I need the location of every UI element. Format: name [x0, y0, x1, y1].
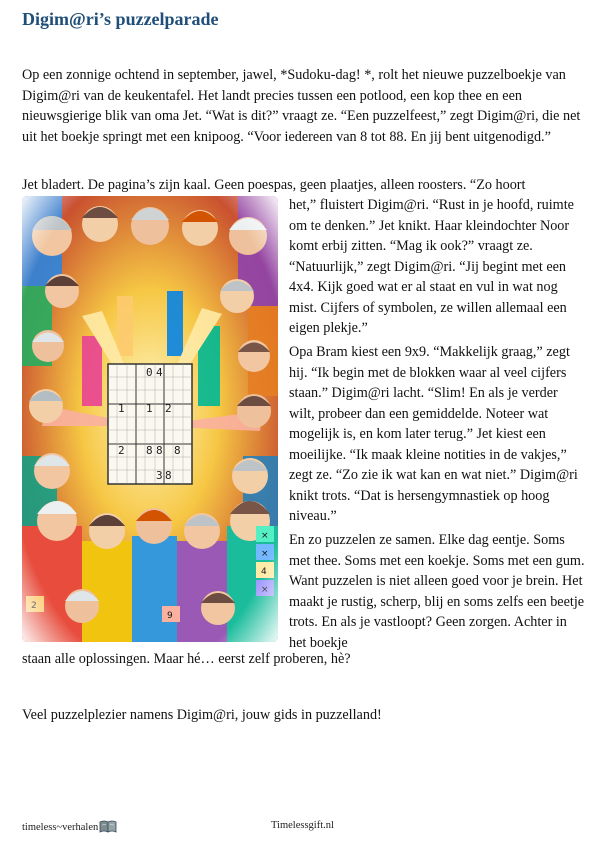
- illustration-puzzle-crowd: [22, 196, 278, 642]
- page-title: Digim@ri’s puzzelparade: [22, 9, 219, 29]
- paragraph-intro: Op een zonnige ochtend in september, jawel, *Sudoku-dag! *, rolt het nieuwe puzzelboekje van Digim@ri van de keukentafel. Het landt precies tussen een potlood, een kop thee en een nieuwsgierige blik van oma Jet. “Wat is dit?” vraagt ze. “Een puzzelfeest,” zegt Digim@ri, die net uit het boekje springt met een knipoog. “Voor iedereen van 8 tot 88. En jij bent uitgenodigd.”: [22, 67, 581, 145]
- paragraph-oplossingen: staan alle oplossingen. Maar hé… eerst zelf proberen, hè?: [22, 651, 351, 667]
- book-icon: [99, 820, 117, 836]
- footer-brand-text: timeless~verhalen: [22, 822, 99, 833]
- paragraph-jet-first-line: Jet bladert. De pagina’s zijn kaal. Geen poespas, geen plaatjes, alleen roosters. “Zo hoort: [22, 177, 526, 193]
- paragraph-opa-bram: Opa Bram kiest een 9x9. “Makkelijk graag,” zegt hij. “Ik begin met de blokken waar al veel cijfers staan.” Digim@ri lacht. “Slim! En als je verder wilt, probeer dan een gemiddelde. Noteer wat mogelijk is, en kom later terug.” Jet kiest een moeilijke. “Ik maak kleine notities in de vakjes,” zegt ze. “Zo zie ik wat kan en wat niet.” Digim@ri knikt trots. “Dat is hersengymnastiek op hoog niveau.”: [289, 344, 578, 524]
- puzzle-crowd-image: [22, 196, 278, 642]
- footer-website: Timelessgift.nl: [271, 820, 334, 831]
- footer-brand: [22, 820, 117, 836]
- paragraph-samen-puzzelen: En zo puzzelen ze samen. Elke dag eentje. Soms met thee. Soms met een koekje. Soms met een gum. Want puzzelen is niet alleen goed voor je brein. Het maakt je rustig, scherp, blij en soms zelfs een beetje trots. En als je vastloopt? Geen zorgen. Achter in het boekje: [289, 532, 585, 651]
- paragraph-closing: Veel puzzelplezier namens Digim@ri, jouw gids in puzzelland!: [22, 707, 382, 723]
- paragraph-jet-continued: het,” fluistert Digim@ri. “Rust in je hoofd, ruimte om te denken.” Jet knikt. Haar kleindochter Noor komt erbij zitten. “Mag ik ook?” vraagt ze. “Natuurlijk,” zegt Digim@ri. “Jij begint met een 4x4. Kijk goed wat er al staat en vul in wat nog mist. Cijfers of symbolen, ze willen allemaal een eigen plekje.”: [289, 197, 574, 336]
